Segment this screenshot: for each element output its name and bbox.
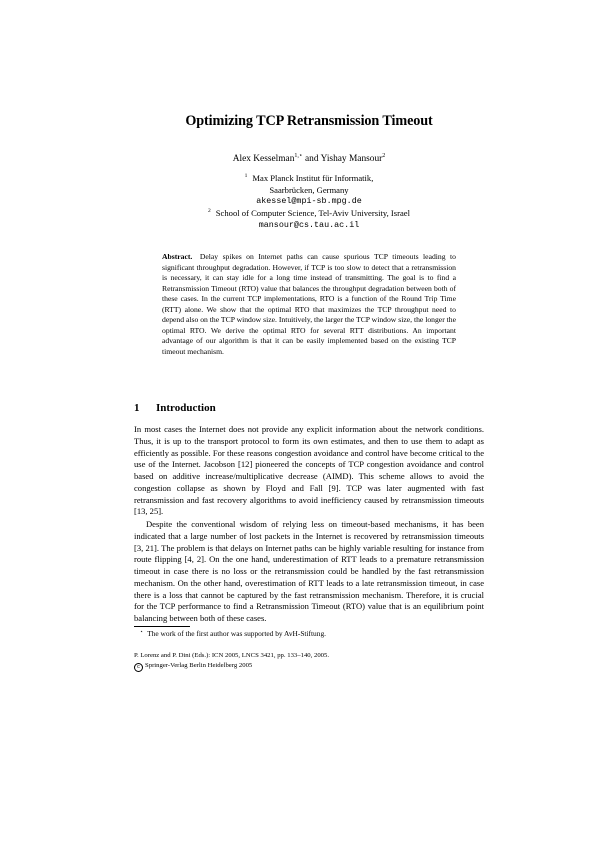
paper-title: Optimizing TCP Retransmission Timeout bbox=[185, 113, 433, 129]
affiliation-1-mark: 1 bbox=[244, 173, 248, 179]
affiliation-2-line1: School of Computer Science, Tel-Aviv University, Israel bbox=[215, 208, 410, 218]
affiliation-1-line2: Saarbrücken, Germany bbox=[269, 184, 349, 195]
affiliation-1 bbox=[134, 171, 484, 208]
affiliation-2-email: mansour@cs.tau.ac.il bbox=[258, 219, 360, 230]
footnote-text: The work of the first author was supported by AvH-Stiftung. bbox=[147, 629, 326, 638]
author-conjunction: and bbox=[305, 154, 319, 164]
footnote-mark: ⋆ bbox=[140, 630, 144, 635]
author-1-marks: 1,⋆ bbox=[294, 153, 303, 159]
section-title: Introduction bbox=[156, 402, 216, 414]
body-paragraph-1: In most cases the Internet does not provide any explicit information about the network conditions. Thus, it is up to the transport protocol to form its own estimates, and then to use them to adapt as efficiently as possible. For these reasons congestion avoidance and control have become critical to the use of the Internet. Jacobson [12] pioneered the concepts of TCP congestion avoidance and control based on additive increase/multiplicative decrease (AIMD). This scheme allows to avoid the congestion collapse as shown by Floyd and Fall [9]. TCP was later augmented with fast retransmission and fast recovery algorithms to avoid inefficiency caused by retransmission timeouts [13, 25]. bbox=[134, 424, 484, 517]
copyright-icon: c bbox=[134, 663, 143, 672]
author-line bbox=[134, 152, 484, 164]
footnote-rule bbox=[134, 626, 190, 627]
abstract bbox=[162, 252, 456, 357]
body-paragraph-2: Despite the conventional wisdom of relying less on timeout-based mechanisms, it has been indicated that a large number of lost packets in the Internet is recovered by retransmission timeouts [3, 21]. The problem is that delays on Internet paths can be highly variable resulting for instance from route flipping [4, 2]. On the one hand, underestimation of RTT leads to a premature retransmission timeout in case there is no loss or the retransmission could be handled by the fast retransmission mechanism. On the other hand, overestimation of RTT leads to a late retransmission timeout, in case there is a loss that cannot be captured by the fast retransmission mechanism. Therefore, it is crucial for the TCP performance to find a Retransmission Timeout (RTO) value that is an equilibrium point balancing between both of these cases. bbox=[134, 519, 484, 623]
colophon-line-1: P. Lorenz and P. Dini (Eds.): ICN 2005, LNCS 3421, pp. 133–140, 2005. bbox=[134, 652, 330, 659]
affiliation-1-email: akessel@mpi-sb.mpg.de bbox=[256, 196, 362, 206]
author-1-name: Alex Kesselman bbox=[232, 154, 295, 164]
affiliation-1-line1: Max Planck Institut für Informatik, bbox=[252, 173, 374, 183]
colophon-publisher: Springer-Verlag Berlin Heidelberg 2005 bbox=[145, 662, 253, 669]
author-2-mark: 2 bbox=[382, 153, 386, 159]
colophon-line-2 bbox=[134, 661, 484, 672]
section-heading bbox=[134, 402, 216, 414]
footnote bbox=[134, 629, 484, 638]
abstract-text: Delay spikes on Internet paths can cause spurious TCP timeouts leading to significant throughput degradation. However, if TCP is too slow to detect that a retransmission is necessary, it can stay idle for a long time instead of transmitting. The goal is to find a Retransmission Timeout (RTO) value that balances the throughput degradation between both of these cases. In the current TCP implementations, RTO is a function of the Round Trip Time (RTT) alone. We show that the optimal RTO that maximizes the TCP throughput need to depend also on the TCP window size. Intuitively, the larger the TCP window size, the longer the optimal RTO. We derive the optimal RTO for several RTT distributions. An important advantage of our algorithm is that it can be easily implemented based on the existing TCP timeout mechanism. bbox=[162, 252, 456, 356]
section-number: 1 bbox=[134, 402, 140, 414]
affiliation-2-mark: 2 bbox=[208, 208, 211, 214]
affiliation-2 bbox=[134, 206, 484, 231]
abstract-label: Abstract. bbox=[162, 252, 193, 261]
author-2-name: Yishay Mansour bbox=[320, 154, 383, 164]
